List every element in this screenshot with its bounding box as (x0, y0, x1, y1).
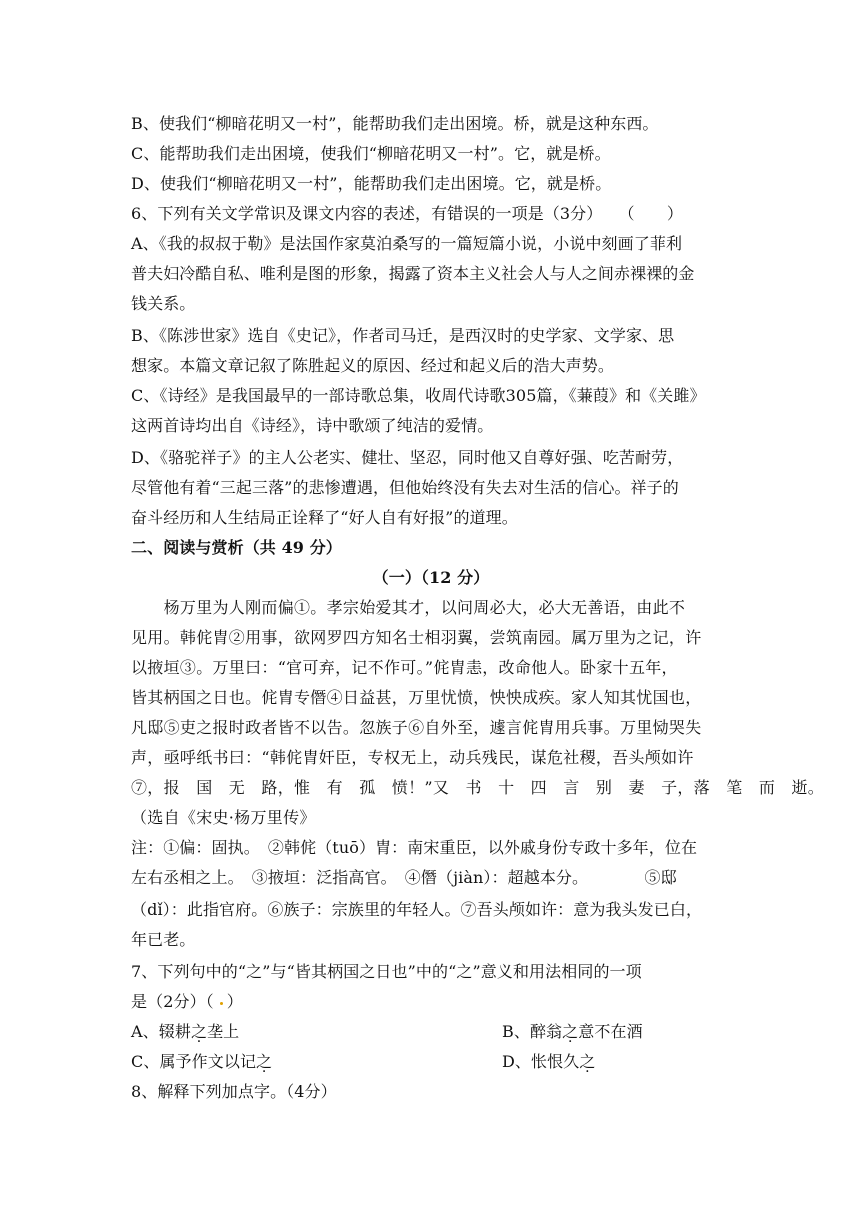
q7-option-d: D、怅恨久之 (502, 1052, 596, 1071)
q6-option-b-line2: 想家。本篇文章记叙了陈胜起义的原因、经过和起义后的浩大声势。 (131, 356, 615, 375)
q6-option-a-line1: A、《我的叔叔于勒》是法国作家莫泊桑写的一篇短篇小说，小说中刻画了菲利 (131, 234, 683, 253)
passage-line: 以掖垣③。万里曰：“官可弃，记不作可。”侂胄恚，改命他人。卧家十五年， (131, 658, 678, 677)
answer-blank-mark (220, 1002, 223, 1005)
q6-option-c-line1: C、《诗经》是我国最早的一部诗歌总集，收周代诗歌305篇，《蒹葭》和《关雎》 (131, 386, 706, 405)
question-8-stem: 8、解释下列加点字。（4分） (131, 1082, 337, 1101)
q7-options-row1 (131, 1022, 731, 1042)
option-d-q5: D、使我们“柳暗花明又一村”，能帮助我们走出困境。它，就是桥。 (131, 174, 612, 193)
passage-line: 凡邸⑤吏之报时政者皆不以告。忽族子⑥自外至，遽言侂胄用兵事。万里恸哭失 (131, 718, 702, 737)
annotation-line: 年已老。 (131, 930, 196, 949)
section-heading: 二、阅读与赏析（共 49 分） (131, 538, 342, 557)
annotation-line: （dǐ）：此指官府。⑥族子：宗族里的年轻人。⑦吾头颅如许：意为我头发已白， (131, 900, 703, 919)
option-c-q5: C、能帮助我们走出困境，使我们“柳暗花明又一村”。它，就是桥。 (131, 144, 611, 163)
question-7-stem-line1: 7、下列句中的“之”与“皆其柄国之日也”中的“之”意义和用法相同的一项 (131, 962, 642, 981)
emphasis-dot-char: 之 (579, 1052, 596, 1071)
question-7-stem-line2: 是（2分）（ ） (131, 992, 243, 1011)
emphasis-dot-char: 之 (562, 1022, 579, 1041)
subsection-heading: （一）（12 分） (372, 568, 490, 587)
passage-line: ⑦，报 国 无 路，惟 有 孤 愤！”又 书 十 四 言 别 妻 子，落 笔 而 逝。 (131, 778, 825, 797)
q7-option-c: C、属予作文以记之 (131, 1052, 273, 1071)
question-6-stem: 6、下列有关文学常识及课文内容的表述，有错误的一项是（3分） （ ） (131, 204, 683, 223)
q6-option-c-line2: 这两首诗均出自《诗经》，诗中歌颂了纯洁的爱情。 (131, 416, 494, 435)
q7-options-row2 (131, 1052, 731, 1072)
passage-line: 见用。韩侂胄②用事，欲网罗四方知名士相羽翼，尝筑南园。属万里为之记，许 (131, 628, 702, 647)
q7-option-a: A、辍耕之垄上 (131, 1022, 240, 1041)
q6-option-a-line2: 普夫妇冷酷自私、唯利是图的形象，揭露了资本主义社会人与人之间赤裸裸的金 (131, 264, 695, 283)
passage-source: （选自《宋史·杨万里传》 (131, 808, 316, 827)
passage-line: 杨万里为人刚而偏①。孝宗始爱其才，以问周必大，必大无善语，由此不 (131, 598, 686, 617)
q6-option-d-line2: 尽管他有着“三起三落”的悲惨遭遇，但他始终没有失去对生活的信心。祥子的 (131, 478, 679, 497)
passage-line: 声，亟呼纸书曰：“韩侂胄奸臣，专权无上，动兵残民，谋危社稷，吾头颅如许 (131, 748, 694, 767)
q7-option-b: B、醉翁之意不在酒 (502, 1022, 643, 1041)
annotation-line: 左右丞相之上。 ③掖垣：泛指高官。 ④僭（jiàn）：超越本分。 ⑤邸 (131, 868, 677, 887)
q6-option-d-line3: 奋斗经历和人生结局正诠释了“好人自有好报”的道理。 (131, 508, 518, 527)
emphasis-dot-char: 之 (190, 1022, 208, 1041)
annotation-line: 注：①偏：固执。 ②韩侂（tuō）胄：南宋重臣，以外戚身份专政十多年，位在 (131, 838, 698, 857)
option-b-q5: B、使我们“柳暗花明又一村”，能帮助我们走出困境。桥，就是这种东西。 (131, 114, 659, 133)
q6-option-a-line3: 钱关系。 (131, 294, 196, 313)
q6-option-d-line1: D、《骆驼祥子》的主人公老实、健壮、坚忍，同时他又自尊好强、吃苦耐劳， (131, 448, 684, 467)
q6-option-b-line1: B、《陈涉世家》选自《史记》，作者司马迁，是西汉时的史学家、文学家、思 (131, 326, 675, 345)
emphasis-dot-char: 之 (256, 1052, 273, 1071)
passage-line: 皆其柄国之日也。侂胄专僭④日益甚，万里忧愤，怏怏成疾。家人知其忧国也， (131, 688, 702, 707)
